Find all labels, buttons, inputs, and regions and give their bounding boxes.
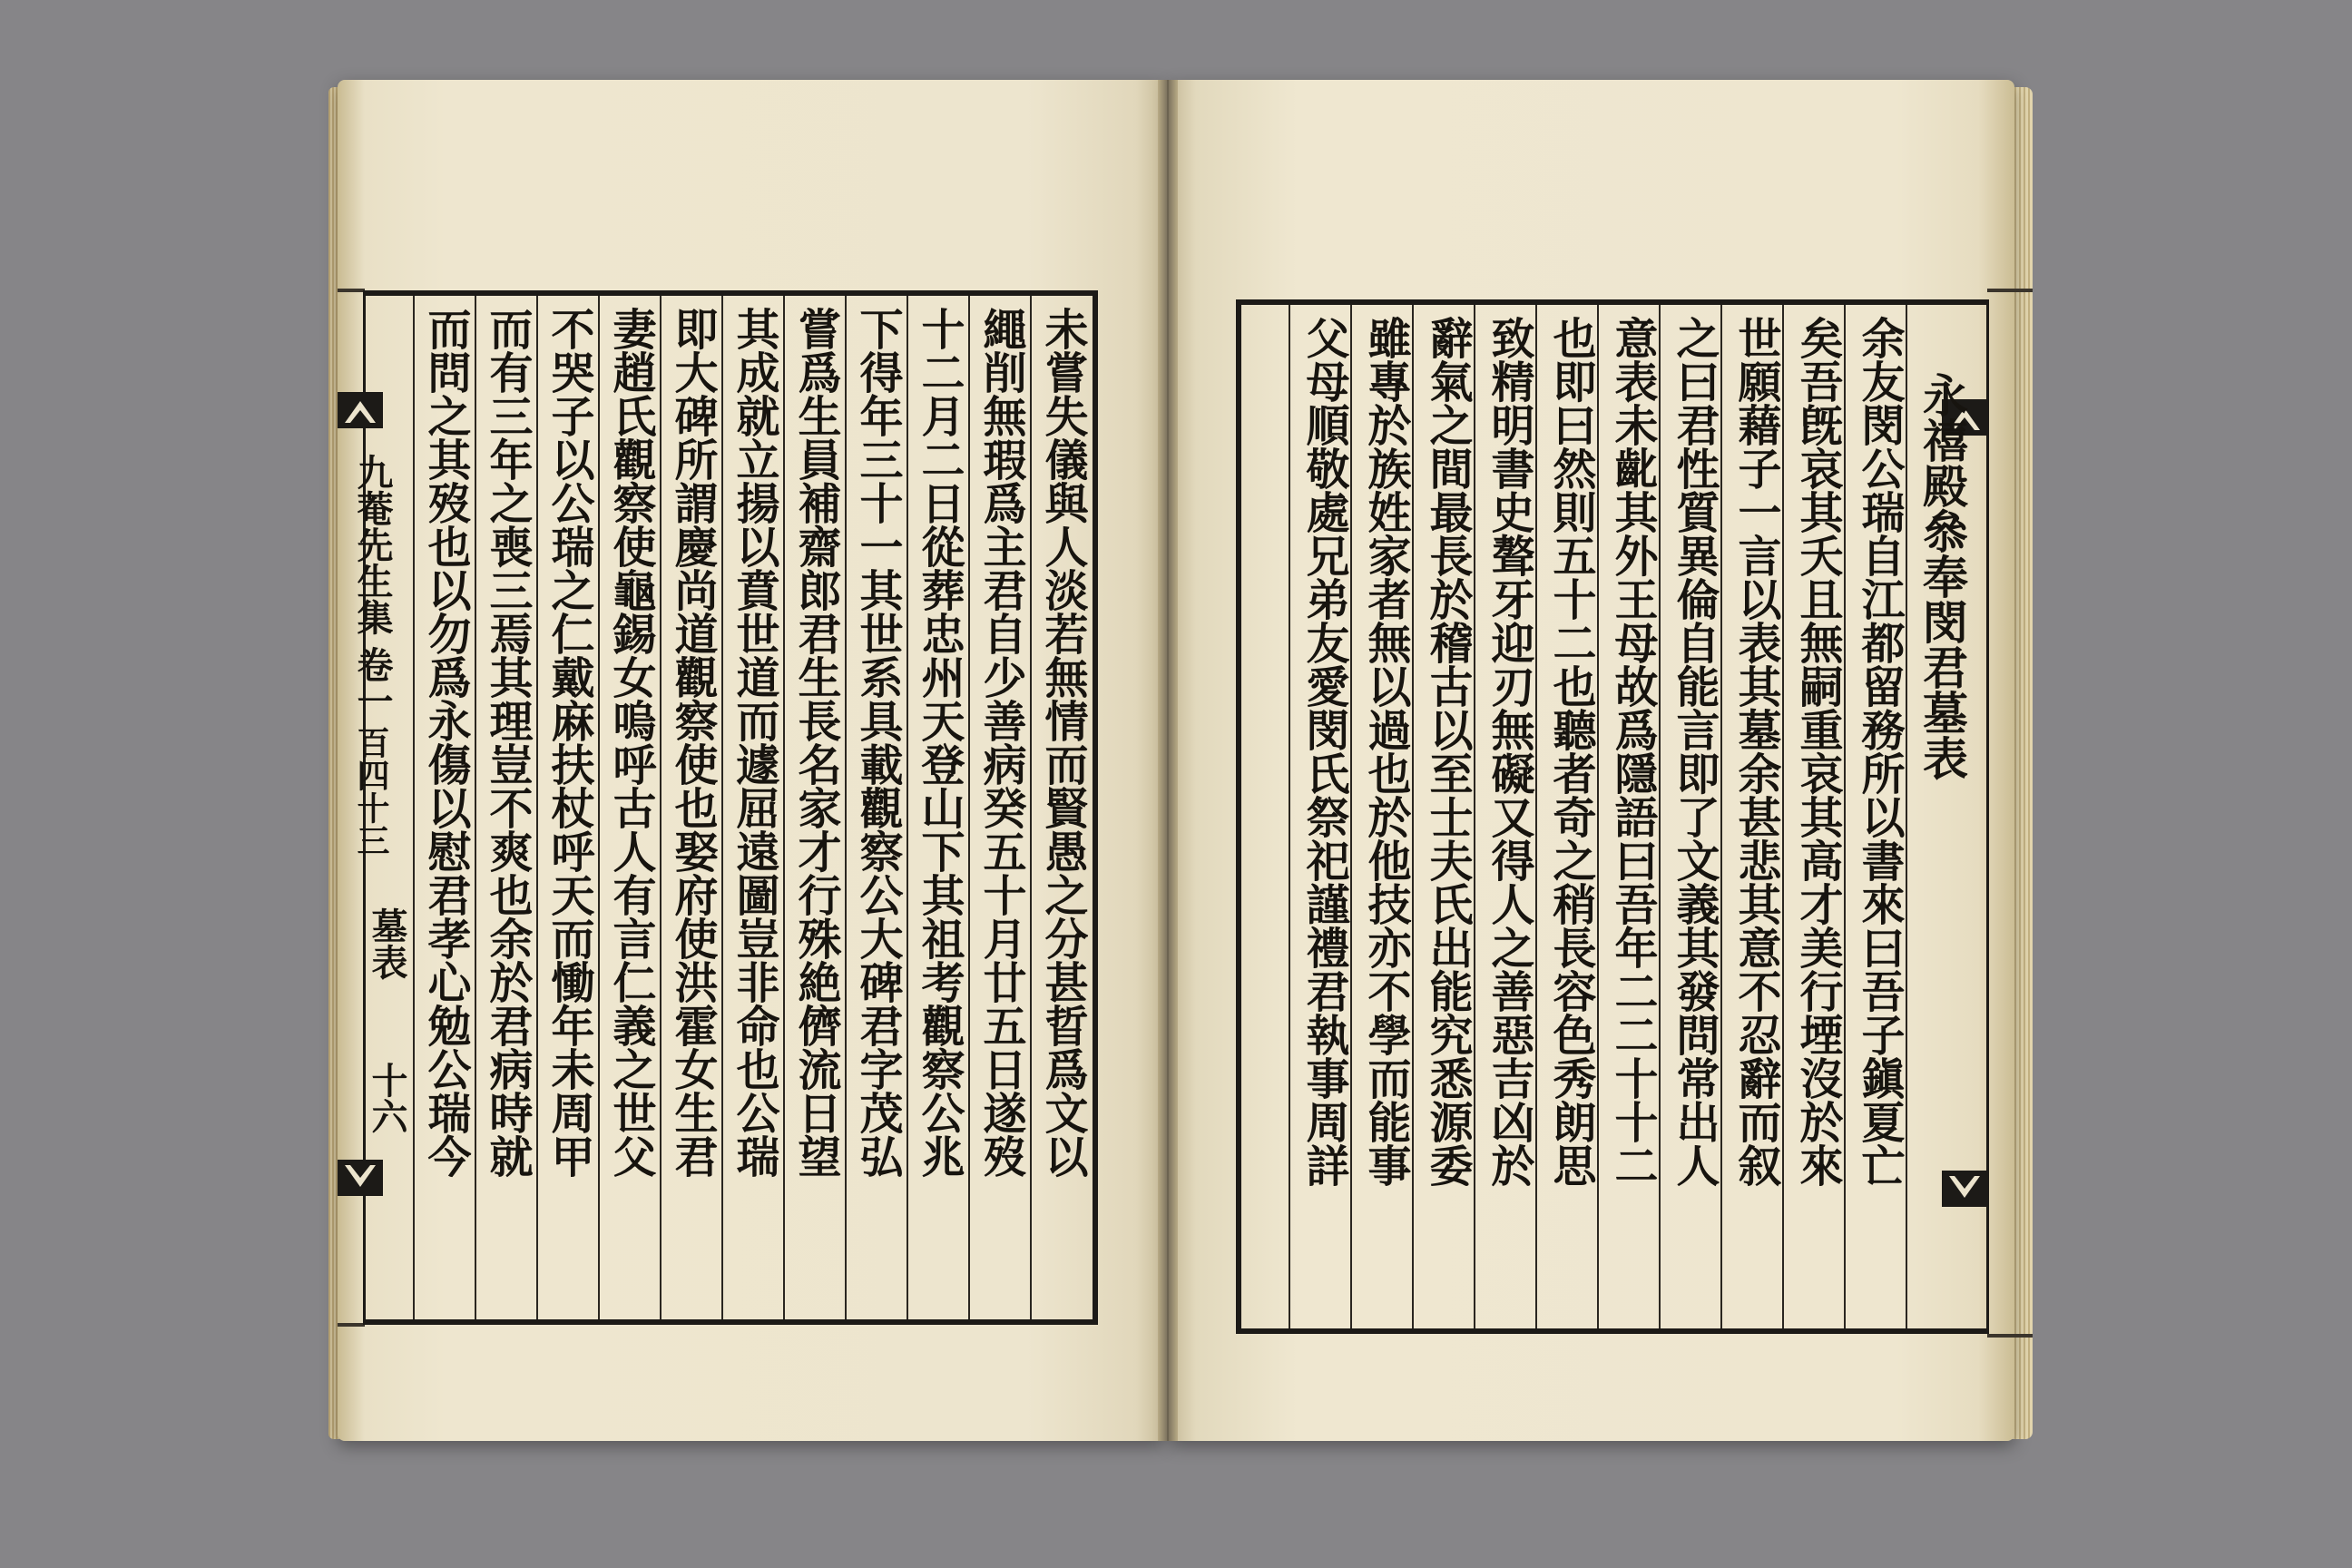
column-rule [1289, 305, 1290, 1328]
binding-thread-bottom-left [338, 1323, 365, 1327]
text-column: 未嘗失儀與人淡若無情而賢愚之分甚晢爲文以 [1037, 307, 1088, 1178]
document-title: 永禧殿叅奉閔君墓表 [1916, 372, 1969, 780]
column-rule [660, 296, 662, 1319]
fishtail-upper-left-icon [338, 392, 383, 428]
column-rule [783, 296, 785, 1319]
text-column: 繩削無瑕爲主君自少善病癸五十月廿五日遂歿 [975, 307, 1026, 1178]
fishtail-lower-left-icon [338, 1160, 383, 1196]
text-column: 不哭子以公瑞之仁戴麻扶杖呼天而慟年未周甲 [544, 307, 594, 1178]
column-rule [906, 296, 908, 1319]
binding-thread-top-right [1987, 289, 2033, 292]
banxin-section: 墓表 [366, 907, 408, 980]
text-column: 之曰君性質異倫自能言即了文義其發問常出人 [1669, 316, 1720, 1187]
text-column: 嘗爲生員補齋郎君生長名家才行殊絶儕流日望 [790, 307, 841, 1178]
banxin-leaf-number: 十六 [366, 1062, 408, 1134]
column-rule [845, 296, 847, 1319]
book-gutter [1158, 80, 1178, 1441]
binding-thread-bottom-right [1987, 1334, 2033, 1338]
text-column: 下得年三十一其世系具載觀察公大碑君字茂弘 [852, 307, 903, 1178]
text-column: 而問之其歿也以勿爲永傷以慰君孝心勉公瑞今 [420, 307, 471, 1178]
column-rule [1030, 296, 1032, 1319]
text-column: 父母順敬處兄弟友愛閔氏祭祀謹禮君執事周詳 [1298, 316, 1349, 1187]
banxin-page-count: 百四十三 [352, 726, 390, 857]
text-column: 世願藉子一言以表其墓余甚悲其意不忍辭而叙 [1730, 316, 1781, 1187]
text-column: 辭氣之間最長於稽古以至士夫氏出能究悉源委 [1422, 316, 1473, 1187]
text-column: 也即曰然則五十二也聽者奇之稍長容色秀朗思 [1545, 316, 1596, 1187]
column-rule [475, 296, 476, 1319]
text-column: 意表未齔其外王母故爲隱語曰吾年二二十十二 [1607, 316, 1658, 1187]
text-column: 而有三年之喪三焉其理豈不爽也余於君病時就 [482, 307, 533, 1178]
column-rule [968, 296, 970, 1319]
text-column: 余友閔公瑞自江都留務所以書來曰吾子鎭夏亡 [1854, 316, 1905, 1187]
column-rule [721, 296, 723, 1319]
column-rule [413, 296, 415, 1319]
text-column: 矣吾旣哀其夭且無嗣重哀其高才美行堙沒於來 [1792, 316, 1843, 1187]
banxin-volume: 卷一 [351, 646, 394, 719]
fishtail-lower-right-icon [1942, 1171, 1987, 1207]
text-column: 其成就立揚以賁世道而遽屈遠圖豈非命也公瑞 [729, 307, 779, 1178]
column-rule [598, 296, 600, 1319]
banxin-book-title: 九菴先生集 [351, 454, 394, 635]
column-rule [536, 296, 538, 1319]
text-column: 致精明書史聱牙迎刃無礙又得人之善惡吉凶於 [1484, 316, 1534, 1187]
text-column: 即大碑所謂慶尚道觀察使也娶府使洪霍女生君 [667, 307, 718, 1178]
text-column: 雖專於族姓家者無以過也於他技亦不學而能事 [1360, 316, 1411, 1187]
text-column: 十二月二日從葬忠州天登山下其祖考觀察公兆 [914, 307, 965, 1178]
binding-thread-top-left [338, 289, 365, 292]
text-column: 妻趙氏觀察使龜錫女嗚呼古人有言仁義之世父 [605, 307, 656, 1178]
